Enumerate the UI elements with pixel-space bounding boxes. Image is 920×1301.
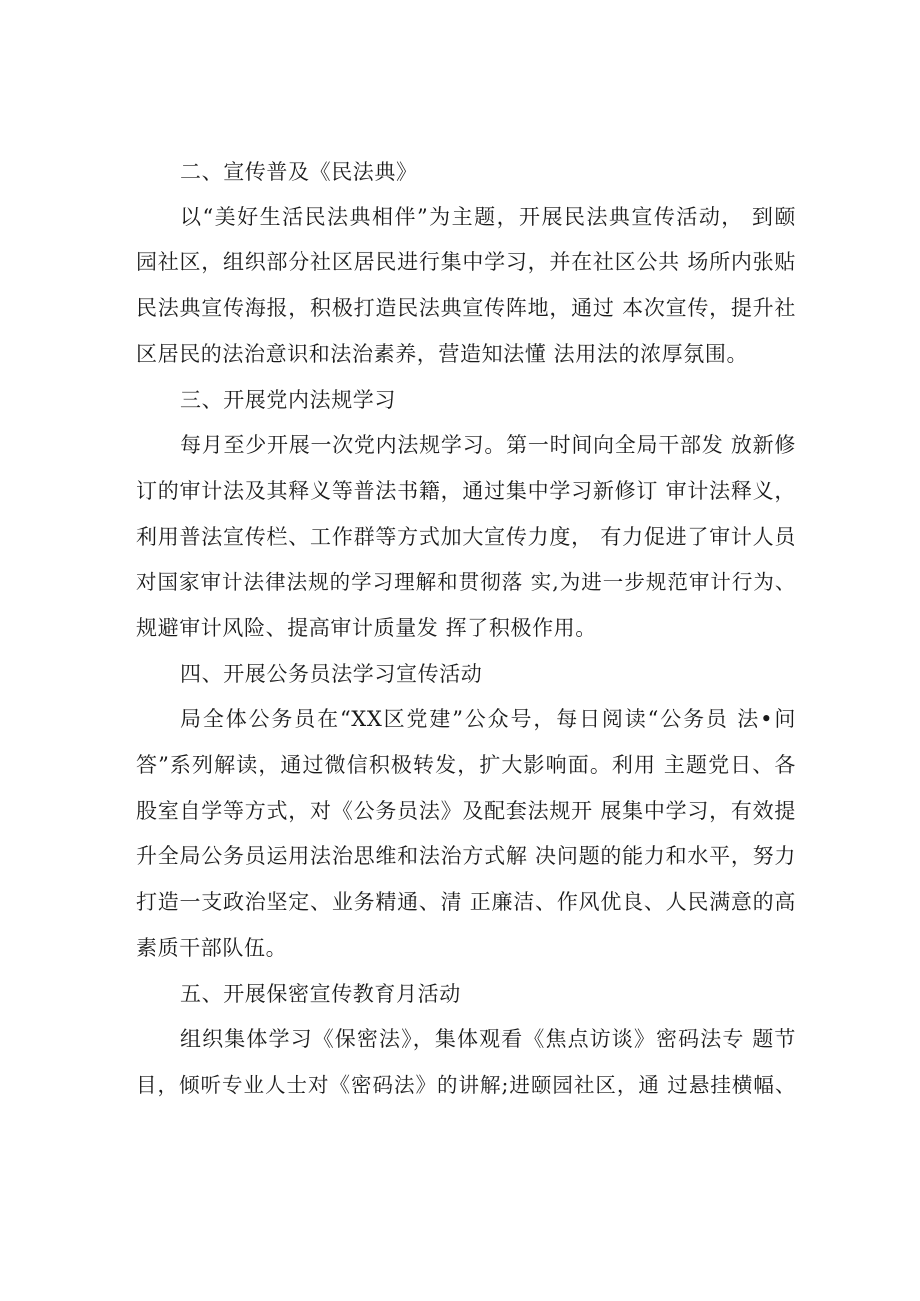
section-heading: 二、宣传普及《民法典》 [180,160,418,184]
paragraph-line: 股室自学等方式，对《公务员法》及配套法规开 展集中学习，有效提 [136,799,796,823]
paragraph-line: 每月至少开展一次党内法规学习。第一时间向全局干部发 放新修 [180,433,796,457]
paragraph-line: 以“美好生活民法典相伴”为主题，开展民法典宣传活动， 到颐 [180,205,796,229]
paragraph-line: 利用普法宣传栏、工作群等方式加大宣传力度， 有力促进了审计人员 [136,525,796,549]
paragraph-line: 素质干部队伍。 [136,936,288,960]
paragraph-line: 打造一支政治坚定、业务精通、清 正廉洁、作风优良、人民满意的高 [136,890,796,914]
paragraph-line: 组织集体学习《保密法》，集体观看《焦点访谈》密码法专 题节 [180,1027,796,1051]
paragraph-line: 目，倾听专业人士对《密码法》的讲解;进颐园社区，通 过悬挂横幅、 [136,1073,796,1097]
paragraph-line: 答”系列解读，通过微信积极转发，扩大影响面。利用 主题党日、各 [136,753,796,777]
paragraph-line: 升全局公务员运用法治思维和法治方式解 决问题的能力和水平，努力 [136,844,796,868]
paragraph-line: 局全体公务员在“XX区党建”公众号，每日阅读“公务员 法•问 [180,707,796,731]
section-heading: 四、开展公务员法学习宣传活动 [180,662,483,686]
paragraph-line: 民法典宣传海报，积极打造民法典宣传阵地，通过 本次宣传，提升社 [136,296,796,320]
paragraph-line: 订的审计法及其释义等普法书籍，通过集中学习新修订 审计法释义， [136,479,796,503]
paragraph-line: 对国家审计法律法规的学习理解和贯彻落 实,为进一步规范审计行为、 [136,570,796,594]
section-heading: 三、开展党内法规学习 [180,388,396,412]
section-heading: 五、开展保密宣传教育月活动 [180,982,461,1006]
paragraph-line: 规避审计风险、提高审计质量发 挥了积极作用。 [136,616,597,640]
paragraph-line: 区居民的法治意识和法治素养，营造知法懂 法用法的浓厚氛围。 [136,342,749,366]
paragraph-line: 园社区，组织部分社区居民进行集中学习，并在社区公共 场所内张贴 [136,250,796,274]
